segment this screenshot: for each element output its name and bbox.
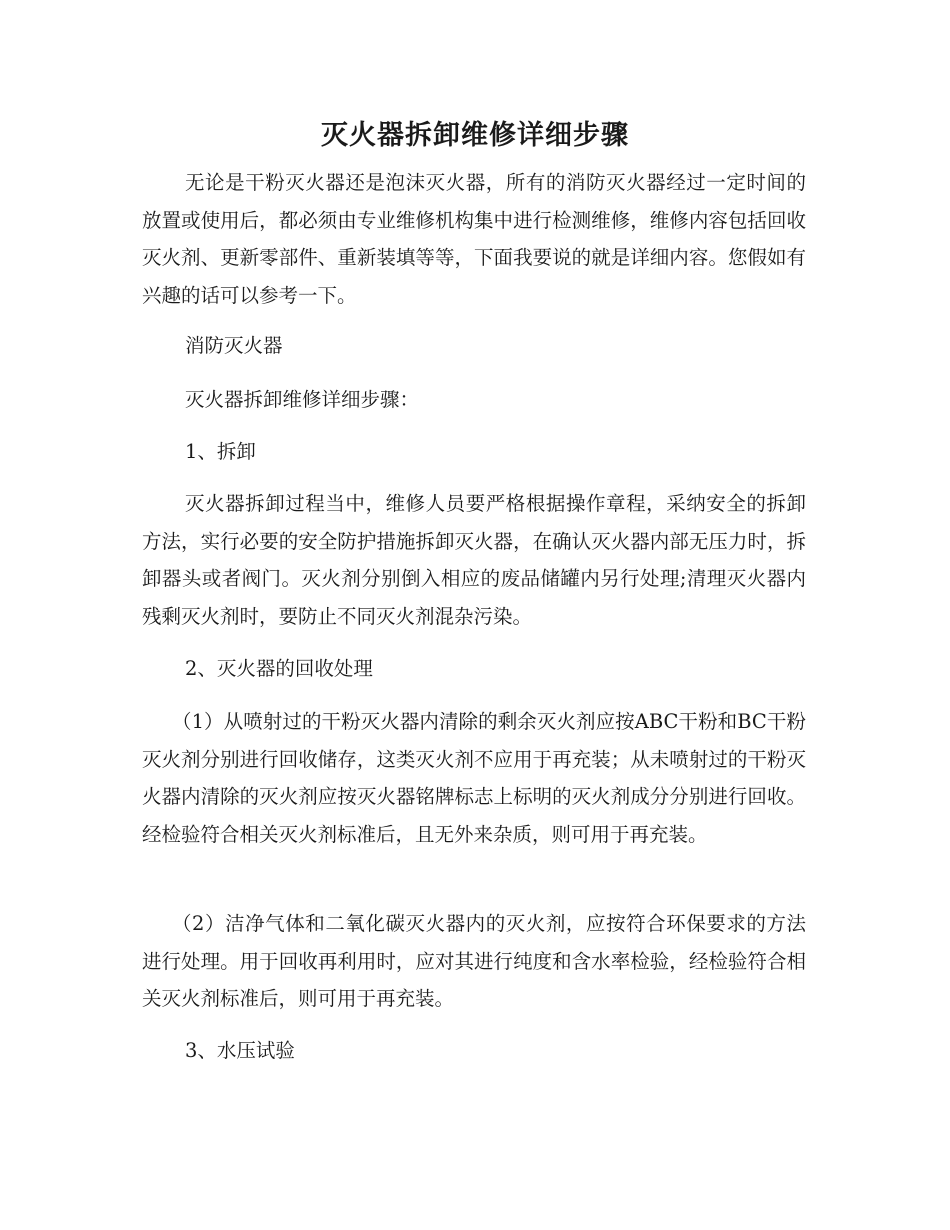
recovery-item-1: （1）从喷射过的干粉灭火器内清除的剩余灭火剂应按ABC干粉和BC干粉灭火剂分别进行回收储存，这类灭火剂不应用于再充装；从未喷射过的干粉灭火器内清除的灭火剂应按灭火器铭牌标志上标明的灭火剂成分分别进行回收。经检验符合相关灭火剂标准后，且无外来杂质，则可用于再充装。: [142, 710, 806, 846]
section-heading-recovery: 2、灭火器的回收处理: [185, 657, 373, 680]
recovery-item-2: （2）洁净气体和二氧化碳灭火器内的灭火剂，应按符合环保要求的方法进行处理。用于回收再利用时，应对其进行纯度和含水率检验，经检验符合相关灭火剂标准后，则可用于再充装。: [142, 912, 806, 1010]
section-body-disassembly: 灭火器拆卸过程当中，维修人员要严格根据操作章程，采纳安全的拆卸方法，实行必要的安全防护措施拆卸灭火器，在确认灭火器内部无压力时，拆卸器头或者阀门。灭火剂分别倒入相应的废品储罐内另行处理;清理灭火器内残剩灭火剂时，要防止不同灭火剂混杂污染。: [142, 492, 806, 628]
section-heading-disassembly: 1、拆卸: [185, 440, 256, 463]
caption-text: 消防灭火器: [185, 334, 283, 357]
steps-heading: 灭火器拆卸维修详细步骤：: [185, 388, 420, 411]
document-title: 灭火器拆卸维修详细步骤: [321, 120, 629, 151]
intro-paragraph: 无论是干粉灭火器还是泡沫灭火器，所有的消防灭火器经过一定时间的放置或使用后，都必须由专业维修机构集中进行检测维修，维修内容包括回收灭火剂、更新零部件、重新装填等等，下面我要说的就是详细内容。您假如有兴趣的话可以参考一下。: [142, 171, 806, 307]
section-heading-hydro-test: 3、水压试验: [185, 1039, 295, 1062]
